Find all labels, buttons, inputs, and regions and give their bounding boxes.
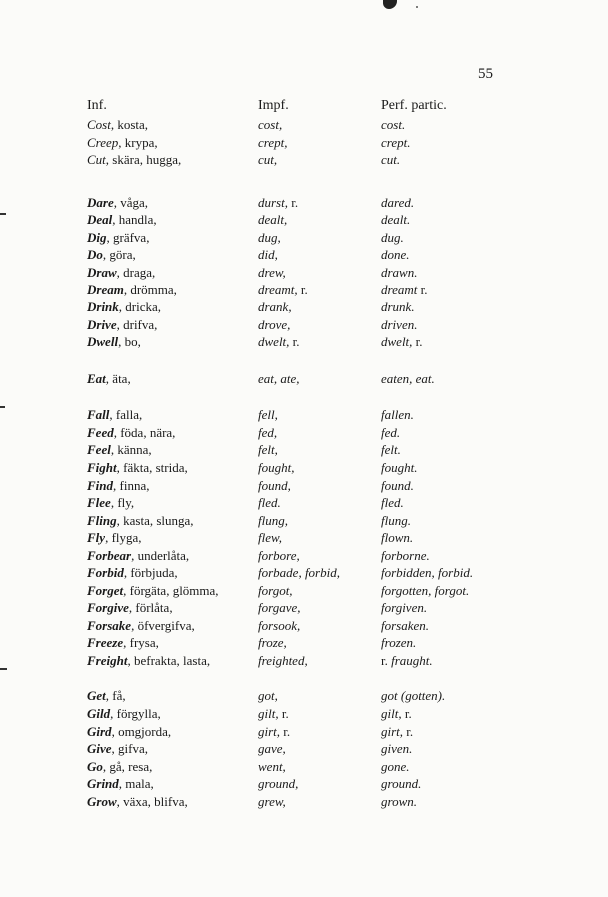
perfect-form: flown. — [381, 530, 414, 545]
ink-dot — [416, 6, 418, 8]
infinitive-cell — [87, 582, 219, 600]
perfect-form: dreamt — [381, 282, 418, 297]
imperfect-form: dreamt, — [258, 282, 298, 297]
perfect-form: driven. — [381, 317, 418, 332]
verb-meaning: , bo, — [118, 334, 141, 349]
infinitive-cell — [87, 281, 177, 299]
regular-mark: r. — [287, 195, 299, 210]
imperfect-form: forgot, — [258, 583, 293, 598]
imperfect-form: forbade, forbid, — [258, 565, 340, 580]
infinitive-cell — [87, 316, 157, 334]
infinitive-cell — [87, 370, 131, 388]
infinitive-cell — [87, 406, 142, 424]
perfect-form: forgiven. — [381, 600, 428, 615]
infinitive-cell — [87, 298, 161, 316]
perfect-cell — [381, 333, 423, 351]
verb-row — [0, 529, 608, 547]
verb-row — [0, 617, 608, 635]
perfect-form: fallen. — [381, 407, 414, 422]
imperfect-cell — [258, 617, 300, 635]
imperfect-form: drank, — [258, 299, 292, 314]
imperfect-cell — [258, 333, 300, 351]
imperfect-cell — [258, 477, 291, 495]
verb-meaning: , föda, nära, — [113, 425, 176, 440]
imperfect-form: dealt, — [258, 212, 288, 227]
verb-word: Feed — [87, 425, 114, 440]
imperfect-cell — [258, 494, 281, 512]
imperfect-form: forbore, — [258, 548, 300, 563]
perfect-form: fed. — [381, 425, 401, 440]
regular-mark: r. — [401, 706, 412, 721]
imperfect-form: froze, — [258, 635, 287, 650]
infinitive-cell — [87, 687, 126, 705]
perfect-form: forgotten, forgot. — [381, 583, 470, 598]
perfect-cell — [381, 151, 400, 169]
perfect-form: given. — [381, 741, 413, 756]
infinitive-cell — [87, 151, 181, 169]
infinitive-cell — [87, 705, 161, 723]
perfect-form: gilt, — [381, 706, 402, 721]
perfect-cell — [381, 652, 433, 670]
imperfect-form: eat, ate, — [258, 371, 300, 386]
imperfect-form: drew, — [258, 265, 286, 280]
infinitive-cell — [87, 333, 141, 351]
verb-row — [0, 793, 608, 811]
perfect-cell — [381, 793, 417, 811]
infinitive-cell — [87, 652, 210, 670]
infinitive-cell — [87, 229, 149, 247]
verb-word: Gild — [87, 706, 111, 721]
imperfect-cell — [258, 116, 282, 134]
verb-word: Dwell — [87, 334, 119, 349]
verb-word: Do — [87, 247, 103, 262]
verb-word: Cut — [87, 152, 106, 167]
perfect-form: ground. — [381, 776, 422, 791]
verb-row — [0, 652, 608, 670]
verb-meaning: , drömma, — [123, 282, 177, 297]
imperfect-form: ground, — [258, 776, 299, 791]
verb-meaning: , gifva, — [111, 741, 149, 756]
verb-row — [0, 441, 608, 459]
verb-meaning: , drifva, — [116, 317, 158, 332]
imperfect-cell — [258, 264, 286, 282]
verb-word: Gird — [87, 724, 112, 739]
imperfect-form: fought, — [258, 460, 295, 475]
imperfect-cell — [258, 652, 308, 670]
imperfect-cell — [258, 211, 287, 229]
perfect-cell — [381, 687, 445, 705]
perfect-cell — [381, 617, 429, 635]
imperfect-cell — [258, 406, 278, 424]
infinitive-cell — [87, 775, 154, 793]
verb-meaning: , draga, — [116, 265, 156, 280]
infinitive-cell — [87, 194, 148, 212]
verb-meaning: , våga, — [113, 195, 149, 210]
verb-meaning: , förbjuda, — [123, 565, 178, 580]
infinitive-cell — [87, 134, 158, 152]
verb-word: Draw — [87, 265, 117, 280]
perfect-form: fled. — [381, 495, 404, 510]
perfect-form: dug. — [381, 230, 404, 245]
verb-word: Flee — [87, 495, 111, 510]
infinitive-cell — [87, 617, 195, 635]
imperfect-form: durst, — [258, 195, 288, 210]
imperfect-form: gilt, — [258, 706, 279, 721]
infinitive-cell — [87, 441, 152, 459]
verb-word: Forbear — [87, 548, 132, 563]
verb-row — [0, 298, 608, 316]
perfect-form: frozen. — [381, 635, 417, 650]
imperfect-form: girt, — [258, 724, 281, 739]
perfect-cell — [381, 723, 413, 741]
perfect-form: drawn. — [381, 265, 418, 280]
imperfect-form: got, — [258, 688, 278, 703]
regular-mark: r. — [280, 724, 291, 739]
imperfect-cell — [258, 599, 300, 617]
verb-row — [0, 406, 608, 424]
verb-row — [0, 512, 608, 530]
perfect-form: cost. — [381, 117, 406, 132]
regular-mark: r. — [381, 653, 392, 668]
imperfect-form: grew, — [258, 794, 286, 809]
header-infinitive: Inf. — [87, 98, 107, 113]
verb-word: Deal — [87, 212, 113, 227]
perfect-cell — [381, 406, 414, 424]
imperfect-cell — [258, 705, 289, 723]
imperfect-form: fed, — [258, 425, 278, 440]
imperfect-cell — [258, 775, 298, 793]
regular-mark: r. — [417, 282, 428, 297]
verb-meaning: , befrakta, lasta, — [127, 653, 211, 668]
infinitive-cell — [87, 634, 159, 652]
perfect-form: drunk. — [381, 299, 415, 314]
verb-meaning: , fly, — [110, 495, 135, 510]
infinitive-cell — [87, 512, 194, 530]
verb-word: Dare — [87, 195, 114, 210]
imperfect-cell — [258, 547, 300, 565]
imperfect-cell — [258, 793, 286, 811]
perfect-cell — [381, 477, 414, 495]
imperfect-form: did, — [258, 247, 278, 262]
perfect-cell — [381, 582, 469, 600]
perfect-cell — [381, 547, 430, 565]
verb-row — [0, 740, 608, 758]
imperfect-form: crept, — [258, 135, 288, 150]
header-imperfect: Impf. — [258, 98, 289, 113]
verb-word: Eat — [87, 371, 106, 386]
perfect-cell — [381, 194, 414, 212]
imperfect-cell — [258, 441, 278, 459]
verb-word: Give — [87, 741, 112, 756]
imperfect-cell — [258, 723, 290, 741]
perfect-form: crept. — [381, 135, 411, 150]
verb-word: Fling — [87, 513, 117, 528]
infinitive-cell — [87, 740, 148, 758]
infinitive-cell — [87, 723, 171, 741]
verb-word: Drive — [87, 317, 117, 332]
imperfect-cell — [258, 298, 292, 316]
perfect-cell — [381, 564, 473, 582]
imperfect-form: fled. — [258, 495, 281, 510]
verb-meaning: , underlåta, — [131, 548, 190, 563]
regular-mark: r. — [278, 706, 289, 721]
verb-meaning: , finna, — [113, 478, 150, 493]
imperfect-form: forsook, — [258, 618, 301, 633]
perfect-form: fought. — [381, 460, 418, 475]
imperfect-cell — [258, 424, 277, 442]
perfect-form: felt. — [381, 442, 401, 457]
verb-row — [0, 370, 608, 388]
verb-meaning: , gräfva, — [106, 230, 150, 245]
perfect-cell — [381, 634, 416, 652]
perfect-form: dwelt, — [381, 334, 413, 349]
verb-word: Forgive — [87, 600, 129, 615]
imperfect-cell — [258, 246, 278, 264]
imperfect-form: flew, — [258, 530, 282, 545]
verb-row — [0, 211, 608, 229]
verb-row — [0, 229, 608, 247]
verb-row — [0, 333, 608, 351]
perfect-cell — [381, 740, 412, 758]
verb-word: Forget — [87, 583, 124, 598]
verb-meaning: , kasta, slunga, — [116, 513, 194, 528]
verb-word: Forbid — [87, 565, 124, 580]
perfect-form: forsaken. — [381, 618, 430, 633]
verb-row — [0, 264, 608, 282]
verb-row — [0, 316, 608, 334]
verb-word: Fight — [87, 460, 117, 475]
regular-mark: r. — [297, 282, 308, 297]
verb-word: Dig — [87, 230, 107, 245]
verb-row — [0, 634, 608, 652]
imperfect-form: gave, — [258, 741, 286, 756]
imperfect-cell — [258, 758, 286, 776]
perfect-form: found. — [381, 478, 414, 493]
regular-mark: r. — [289, 334, 300, 349]
verb-word: Fly — [87, 530, 106, 545]
perfect-form: girt, — [381, 724, 404, 739]
imperfect-form: dwelt, — [258, 334, 290, 349]
verb-row — [0, 151, 608, 169]
verb-word: Go — [87, 759, 103, 774]
imperfect-cell — [258, 564, 340, 582]
perfect-cell — [381, 424, 400, 442]
imperfect-form: cost, — [258, 117, 283, 132]
perfect-cell — [381, 705, 412, 723]
infinitive-cell — [87, 211, 157, 229]
verb-meaning: , falla, — [109, 407, 143, 422]
infinitive-cell — [87, 758, 152, 776]
perfect-form: dared. — [381, 195, 415, 210]
verb-meaning: , göra, — [102, 247, 136, 262]
imperfect-form: cut, — [258, 152, 278, 167]
imperfect-form: felt, — [258, 442, 278, 457]
verb-word: Dream — [87, 282, 124, 297]
perfect-cell — [381, 211, 410, 229]
verb-word: Freeze — [87, 635, 124, 650]
verb-word: Grow — [87, 794, 117, 809]
verb-word: Drink — [87, 299, 119, 314]
imperfect-cell — [258, 151, 277, 169]
infinitive-cell — [87, 116, 148, 134]
verb-row — [0, 246, 608, 264]
verb-word: Feel — [87, 442, 111, 457]
perfect-cell — [381, 529, 413, 547]
verb-meaning: , gå, resa, — [102, 759, 153, 774]
verb-meaning: , förgylla, — [110, 706, 161, 721]
verb-row — [0, 547, 608, 565]
verb-meaning: , omgjorda, — [111, 724, 172, 739]
imperfect-cell — [258, 459, 294, 477]
regular-mark: r. — [403, 724, 414, 739]
perfect-cell — [381, 512, 411, 530]
verb-meaning: , krypa, — [118, 135, 158, 150]
verb-meaning: , förlåta, — [128, 600, 173, 615]
perfect-cell — [381, 441, 401, 459]
perfect-cell — [381, 758, 410, 776]
verb-meaning: , växa, blifva, — [116, 794, 188, 809]
verb-row — [0, 705, 608, 723]
infinitive-cell — [87, 529, 142, 547]
perfect-form: grown. — [381, 794, 417, 809]
perfect-form: fraught. — [391, 653, 433, 668]
imperfect-cell — [258, 281, 308, 299]
infinitive-cell — [87, 424, 175, 442]
perfect-cell — [381, 775, 421, 793]
imperfect-cell — [258, 134, 287, 152]
perfect-cell — [381, 459, 417, 477]
perfect-form: forbidden, forbid. — [381, 565, 474, 580]
verb-row — [0, 599, 608, 617]
perfect-cell — [381, 494, 404, 512]
header-perfect-participle: Perf. partic. — [381, 98, 447, 113]
perfect-form: got (gotten). — [381, 688, 446, 703]
verb-row — [0, 477, 608, 495]
verb-meaning: , fäkta, strida, — [116, 460, 188, 475]
perfect-cell — [381, 298, 415, 316]
verb-row — [0, 564, 608, 582]
verb-meaning: , känna, — [110, 442, 152, 457]
verb-meaning: , få, — [105, 688, 126, 703]
infinitive-cell — [87, 599, 173, 617]
imperfect-form: found, — [258, 478, 291, 493]
infinitive-cell — [87, 793, 188, 811]
imperfect-form: drove, — [258, 317, 291, 332]
imperfect-cell — [258, 634, 287, 652]
infinitive-cell — [87, 494, 134, 512]
perfect-cell — [381, 264, 417, 282]
verb-word: Freight — [87, 653, 128, 668]
imperfect-cell — [258, 740, 286, 758]
verb-meaning: , frysa, — [123, 635, 159, 650]
infinitive-cell — [87, 246, 136, 264]
perfect-cell — [381, 370, 435, 388]
perfect-form: dealt. — [381, 212, 411, 227]
verb-row — [0, 775, 608, 793]
perfect-cell — [381, 246, 410, 264]
perfect-cell — [381, 316, 417, 334]
verb-word: Get — [87, 688, 106, 703]
verb-meaning: , förgäta, glömma, — [123, 583, 219, 598]
verb-word: Fall — [87, 407, 110, 422]
imperfect-cell — [258, 194, 298, 212]
verb-row — [0, 194, 608, 212]
imperfect-cell — [258, 229, 281, 247]
perfect-cell — [381, 134, 410, 152]
perfect-cell — [381, 599, 427, 617]
imperfect-cell — [258, 529, 282, 547]
perfect-form: gone. — [381, 759, 410, 774]
imperfect-cell — [258, 687, 278, 705]
verb-word: Grind — [87, 776, 119, 791]
infinitive-cell — [87, 564, 178, 582]
perfect-form: eaten, eat. — [381, 371, 435, 386]
imperfect-cell — [258, 582, 293, 600]
verb-row — [0, 758, 608, 776]
ink-blot — [383, 0, 397, 9]
perfect-form: forborne. — [381, 548, 430, 563]
imperfect-cell — [258, 316, 290, 334]
verb-row — [0, 116, 608, 134]
imperfect-cell — [258, 370, 300, 388]
infinitive-cell — [87, 547, 189, 565]
perfect-cell — [381, 229, 404, 247]
infinitive-cell — [87, 459, 188, 477]
imperfect-form: freighted, — [258, 653, 308, 668]
perfect-cell — [381, 116, 405, 134]
imperfect-form: dug, — [258, 230, 281, 245]
perfect-cell — [381, 281, 427, 299]
verb-row — [0, 281, 608, 299]
verb-word: Forsake — [87, 618, 132, 633]
imperfect-form: went, — [258, 759, 286, 774]
infinitive-cell — [87, 264, 155, 282]
imperfect-form: fell, — [258, 407, 278, 422]
imperfect-form: forgave, — [258, 600, 301, 615]
verb-word: Creep — [87, 135, 119, 150]
verb-row — [0, 424, 608, 442]
verb-word: Find — [87, 478, 114, 493]
verb-row — [0, 494, 608, 512]
verb-meaning: , mala, — [118, 776, 154, 791]
verb-row — [0, 582, 608, 600]
verb-row — [0, 723, 608, 741]
verb-row — [0, 134, 608, 152]
regular-mark: r. — [412, 334, 423, 349]
verb-meaning: , kosta, — [110, 117, 149, 132]
verb-row — [0, 687, 608, 705]
verb-meaning: , skära, hugga, — [105, 152, 182, 167]
imperfect-cell — [258, 512, 288, 530]
verb-word: Cost — [87, 117, 111, 132]
imperfect-form: flung, — [258, 513, 288, 528]
verb-meaning: , öfvergifva, — [131, 618, 195, 633]
perfect-form: cut. — [381, 152, 401, 167]
perfect-form: flung. — [381, 513, 411, 528]
perfect-form: done. — [381, 247, 410, 262]
verb-row — [0, 459, 608, 477]
verb-meaning: , flyga, — [105, 530, 142, 545]
page-number: 55 — [478, 66, 493, 82]
verb-meaning: , dricka, — [118, 299, 162, 314]
verb-meaning: , handla, — [112, 212, 157, 227]
verb-meaning: , äta, — [105, 371, 131, 386]
infinitive-cell — [87, 477, 149, 495]
